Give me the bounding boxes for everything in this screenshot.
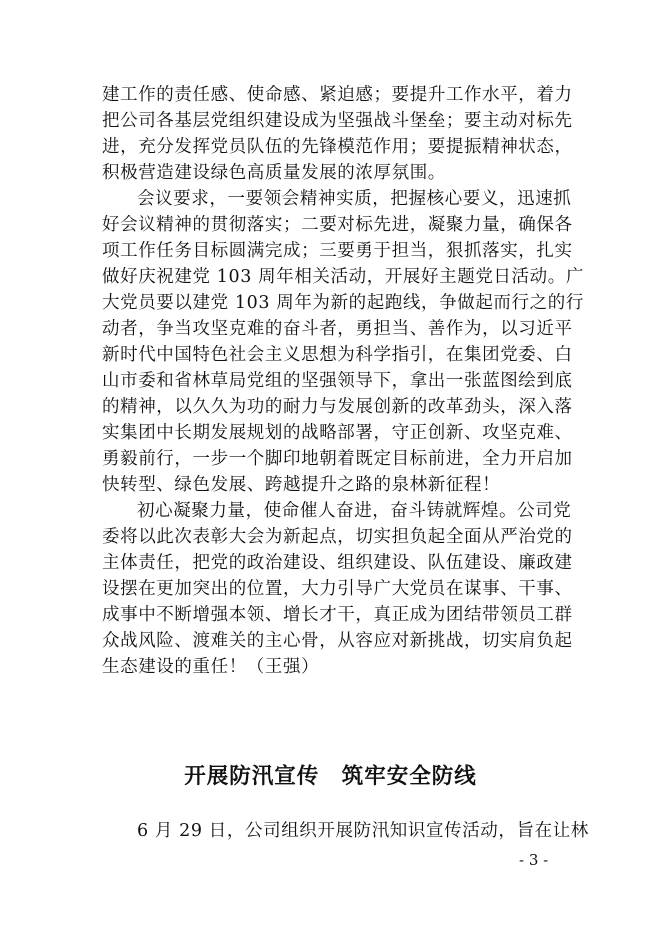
section-heading: 开展防汛宣传 筑牢安全防线	[184, 764, 477, 789]
paragraph-line: 成事中不断增强本领、增长才干，真正成为团结带领员工群	[102, 605, 573, 625]
paragraph-line: 做好庆祝建党 103 周年相关活动，开展好主题党日活动。广	[102, 267, 584, 287]
paragraph-line: 把公司各基层党组织建设成为坚强战斗堡垒；要主动对标先	[102, 111, 573, 131]
paragraph-line: 动者，争当攻坚克难的奋斗者，勇担当、善作为，以习近平	[102, 319, 573, 339]
paragraph-line: 新时代中国特色社会主义思想为科学指引，在集团党委、白	[102, 345, 573, 365]
paragraph-line: 勇毅前行，一步一个脚印地朝着既定目标前进，全力开启加	[102, 449, 573, 469]
paragraph-line: 初心凝聚力量，使命催人奋进，奋斗铸就辉煌。公司党	[137, 501, 572, 521]
paragraph-line: 好会议精神的贯彻落实；二要对标先进，凝聚力量，确保各	[102, 215, 573, 235]
paragraph-line: 主体责任，把党的政治建设、组织建设、队伍建设、廉政建	[102, 553, 573, 573]
paragraph-line: 6 月 29 日，公司组织开展防汛知识宣传活动，旨在让林	[137, 821, 589, 841]
paragraph-line: 进，充分发挥党员队伍的先锋模范作用；要提振精神状态，	[102, 137, 573, 157]
paragraph-line: 众战风险、渡难关的主心骨，从容应对新挑战，切实肩负起	[102, 631, 573, 651]
page-number: - 3 -	[519, 851, 549, 869]
paragraph-line: 快转型、绿色发展、跨越提升之路的泉林新征程！	[102, 475, 501, 495]
paragraph-line: 设摆在更加突出的位置，大力引导广大党员在谋事、干事、	[102, 579, 573, 599]
paragraph-line: 实集团中长期发展规划的战略部署，守正创新、攻坚克难、	[102, 423, 573, 443]
paragraph-line: 建工作的责任感、使命感、紧迫感；要提升工作水平，着力	[102, 85, 573, 105]
paragraph-line: 项工作任务目标圆满完成；三要勇于担当，狠抓落实，扎实	[102, 241, 573, 261]
paragraph-line: 委将以此次表彰大会为新起点，切实担负起全面从严治党的	[102, 527, 573, 547]
paragraph-line: 积极营造建设绿色高质量发展的浓厚氛围。	[102, 163, 446, 183]
paragraph-line: 的精神，以久久为功的耐力与发展创新的改革劲头，深入落	[102, 397, 573, 417]
paragraph-line: 大党员要以建党 103 周年为新的起跑线，争做起而行之的行	[102, 293, 584, 313]
paragraph-line: 生态建设的重任！（王强）	[102, 657, 320, 677]
paragraph-line: 山市委和省林草局党组的坚强领导下，拿出一张蓝图绘到底	[102, 371, 573, 391]
paragraph-line: 会议要求，一要领会精神实质，把握核心要义，迅速抓	[137, 189, 572, 209]
